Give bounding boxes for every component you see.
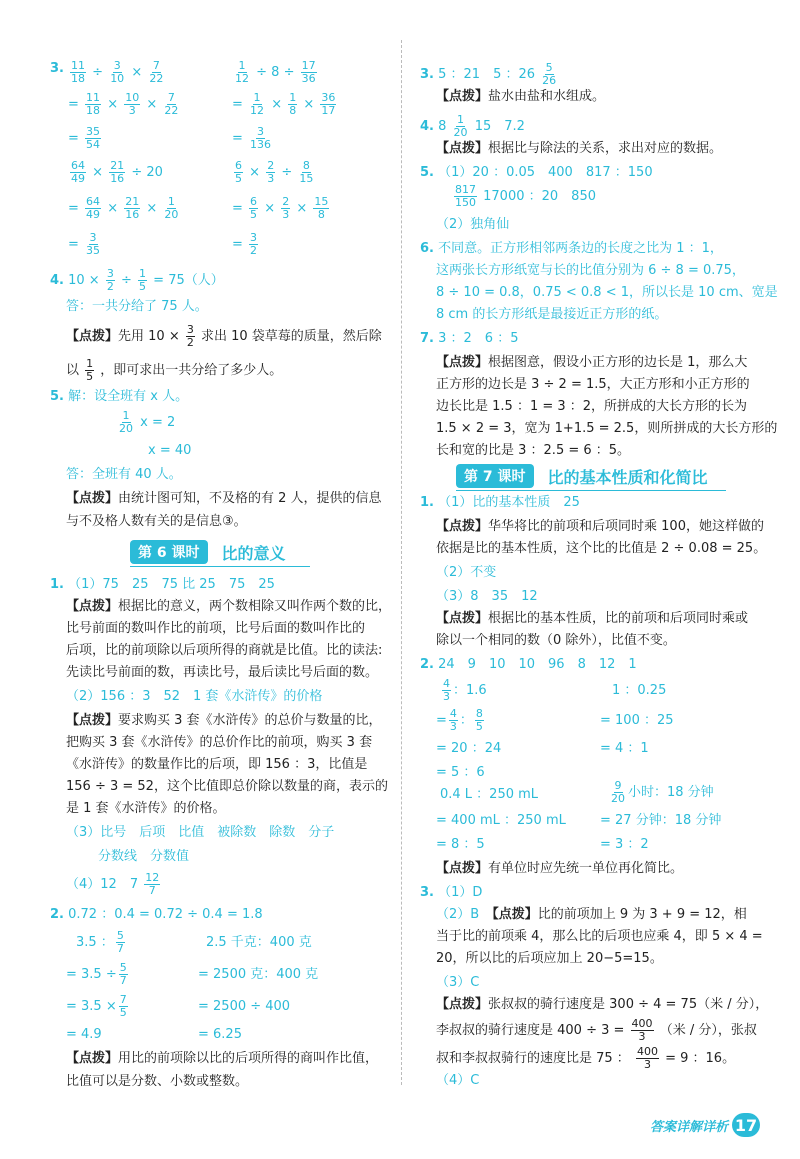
page-footer xyxy=(650,1113,760,1137)
lesson-7-banner: 第 7 课时 比的基本性质和化简比 xyxy=(456,464,726,488)
q3-b-row: = $\frac{3}{136}$ xyxy=(232,125,272,151)
r7-line: 7. 3 ：2 6 ：5 xyxy=(420,331,519,346)
k2-d2: = 27 分钟：18 分钟 xyxy=(600,813,722,828)
s1-tip-6: 把购买 3 套《水浒传》的总价作比的前项，购买 3 套 xyxy=(66,735,373,750)
s1-tip-1: 【点拨】根据比的意义，两个数相除又叫作两个数的比， xyxy=(66,599,392,614)
s2-a1: 3.5 ： $\frac{5}{7}$ xyxy=(76,929,124,955)
r5-line-3: （2）独角仙 xyxy=(436,217,510,232)
s1-part-1: 1. （1）75 25 75 比 25 75 25 xyxy=(50,577,275,592)
r7-tip-5: 长和宽的比是 3 ：2.5 = 6 ：5。 xyxy=(436,443,631,458)
k2-a4: = 5 ：6 xyxy=(436,765,485,780)
lesson-6-banner: 第 6 课时 比的意义 xyxy=(130,540,310,564)
q3-a-row: = $\frac{11}{18}$ × $\frac{10}{3}$ × $\frac{7}{22}$ xyxy=(68,91,179,117)
s1-part-4: （4）12 7 $\frac{12}{7}$ xyxy=(66,871,160,897)
s1-tip-2: 比号前面的数叫作比的前项，比号后面的数叫作比的 xyxy=(66,621,366,636)
r4-line: 4. 8 $\frac{1}{20}$ 15 7.2 xyxy=(420,113,525,139)
s1-part-3b: 分数线 分数值 xyxy=(98,849,190,864)
k3-line-4: （4）C xyxy=(436,1073,480,1088)
k2-a1: $\frac{4}{3}$ ：1.6 xyxy=(443,677,487,703)
s2-line-1: 2. 0.72 ：0.4 = 0.72 ÷ 0.4 = 1.8 xyxy=(50,907,263,922)
s2-b4: = 6.25 xyxy=(198,1027,242,1042)
r6-line-4: 8 cm 的长方形纸是最接近正方形的纸。 xyxy=(436,307,668,322)
q3-a-row: = $\frac{35}{54}$ xyxy=(68,125,101,151)
q4-tip-frac-2: $\frac{1}{5}$ xyxy=(86,357,94,383)
q4-tip-line-2: 以 $\frac{1}{5}$ ，即可求出一共分给了多少人。 xyxy=(66,357,283,383)
page-number: 17 xyxy=(732,1113,760,1137)
k3-tip-5: 李叔叔的骑行速度是 400 ÷ 3 = $\frac{400}{3}$ （米 / 分），张叔 xyxy=(436,1017,757,1043)
r6-line-3: 8 ÷ 10 = 0.8，0.75 < 0.8 < 1，所以长是 10 cm、宽是 xyxy=(436,285,778,300)
k1-tip-1: 【点拨】华华将比的前项和后项同时乘 100，她这样做的 xyxy=(436,519,764,534)
q3-b-row: = $\frac{1}{12}$ × $\frac{1}{8}$ × $\frac{36}{17}$ xyxy=(232,91,336,117)
k3-line-3: （3）C xyxy=(436,975,480,990)
r7-tip-2: 正方形的边长是 3 ÷ 2 = 1.5，大正方形和小正方形的 xyxy=(436,377,750,392)
s1-tip-5: 【点拨】要求购买 3 套《水浒传》的总价与数量的比， xyxy=(66,713,382,728)
s1-part-3a: （3）比号 后项 比值 被除数 除数 分子 xyxy=(66,825,335,840)
q3-a-row: $\frac{64}{49}$ × $\frac{21}{16}$ ÷ 20 xyxy=(71,159,163,185)
q4-expression: 4. 10 × $\frac{3}{2}$ ÷ $\frac{1}{5}$ = 75（人） xyxy=(50,267,224,293)
q5-answer: 答：全班有 40 人。 xyxy=(66,467,182,482)
k1-tip-3: 【点拨】根据比的基本性质，比的前项和后项同时乘或 xyxy=(436,611,749,626)
q5-equation: $\frac{1}{20}$ x = 2 xyxy=(119,409,176,435)
s1-tip-8: 156 ÷ 3 = 52，这个比值即总价除以数量的商，表示的 xyxy=(66,779,388,794)
k3-line-1: 3. （1）D xyxy=(420,885,483,900)
k2-c2: = 400 mL ：250 mL xyxy=(436,813,566,828)
q5-solution: x = 40 xyxy=(148,443,192,458)
k2-c3: = 8 ：5 xyxy=(436,837,485,852)
q4-answer: 答：一共分给了 75 人。 xyxy=(66,299,208,314)
k2-b2: = 100 ：25 xyxy=(600,713,674,728)
s2-b1: 2.5 千克：400 克 xyxy=(206,935,312,950)
q5-tip-2: 与不及格人数有关的是信息③。 xyxy=(66,514,247,529)
q3-number: 3. xyxy=(50,61,64,76)
q5-line-1: 5. 解：设全班有 x 人。 xyxy=(50,389,189,404)
r7-tip-3: 边长比是 1.5 ：1 = 3 ：2，所拼成的大长方形的长为 xyxy=(436,399,748,414)
s1-tip-4: 先读比号前面的数，再读比号，最后读比号后面的数。 xyxy=(66,665,379,680)
q4-frac-1: $\frac{3}{2}$ xyxy=(106,267,114,293)
q3-b-row: $\frac{6}{5}$ × $\frac{2}{3}$ ÷ $\frac{8}{15}$ xyxy=(235,159,314,185)
k1-line-2: （2）不变 xyxy=(436,565,497,580)
r6-line-1: 6. 不同意。正方形相邻两条边的长度之比为 1 ：1， xyxy=(420,241,723,256)
k2-b1: 1 ：0.25 xyxy=(612,683,667,698)
k3-line-2: （2）B 【点拨】比的前项加上 9 为 3 + 9 = 12，相 xyxy=(436,907,747,922)
q3-a-row: $\frac{11}{18}$ ÷ $\frac{3}{10}$ × $\frac{7}{22}$ xyxy=(71,59,164,85)
r3-tip: 【点拨】盐水由盐和水组成。 xyxy=(436,89,606,104)
s2-tip-2: 比值可以是分数、小数或整数。 xyxy=(66,1074,249,1089)
s2-a2: = 3.5 ÷ $\frac{5}{7}$ xyxy=(66,961,127,987)
s1-tip-7: 《水浒传》的数量作比的后项，即 156 ：3，比值是 xyxy=(66,757,368,772)
k2-d1: $\frac{9}{20}$ 小时：18 分钟 xyxy=(611,779,714,805)
q4-tip-frac: $\frac{3}{2}$ xyxy=(186,323,194,349)
s2-a3: = 3.5 × $\frac{7}{5}$ xyxy=(66,993,127,1019)
k2-a2: = $\frac{4}{3}$ ： $\frac{8}{5}$ xyxy=(436,707,483,733)
s2-a4: = 4.9 xyxy=(66,1027,102,1042)
k2-c1: 0.4 L ：250 mL xyxy=(440,787,539,802)
k2-b3: = 4 ：1 xyxy=(600,741,649,756)
r7-tip-4: 1.5 × 2 = 3，宽为 1+1.5 = 2.5，则所拼成的大长方形的 xyxy=(436,421,778,436)
k2-a3: = 20 ：24 xyxy=(436,741,502,756)
k1-line-3: （3）8 35 12 xyxy=(436,589,538,604)
q3-a-row: = $\frac{3}{35}$ xyxy=(68,231,101,257)
s1-part-2: （2）156 ：3 52 1 套《水浒传》的价格 xyxy=(66,689,323,704)
q3-b-row: $\frac{1}{12}$ ÷ 8 ÷ $\frac{17}{36}$ xyxy=(235,59,316,85)
q4-tip-line-1: 【点拨】先用 10 × $\frac{3}{2}$ 求出 10 袋草莓的质量，然后除 xyxy=(66,323,382,349)
q3-b-row: = $\frac{3}{2}$ xyxy=(232,231,258,257)
r5-line-2: $\frac{817}{150}$ 17000 ：20 850 xyxy=(455,183,596,209)
q3-b-row: = $\frac{6}{5}$ × $\frac{2}{3}$ × $\frac{15}{8}$ xyxy=(232,195,329,221)
k1-tip-2: 依据是比的基本性质，这个比的比值是 2 ÷ 0.08 = 25。 xyxy=(436,541,767,556)
s1-tip-3: 后项，比的前项除以后项所得的商就是比值。比的读法: xyxy=(66,643,383,658)
s2-tip-1: 【点拨】用比的前项除以比的后项所得的商叫作比值， xyxy=(66,1051,379,1066)
k3-tip-2: 当于比的前项乘 4，那么比的后项也应乘 4，即 5 × 4 = xyxy=(436,929,763,944)
r5-line-1: 5. （1）20 ：0.05 400 817 ：150 xyxy=(420,165,653,180)
r3-line: 3. 5 ：21 5 ：26 $\frac{5}{26}$ xyxy=(420,61,557,87)
s2-b2: = 2500 克：400 克 xyxy=(198,967,319,982)
q5-tip-1: 【点拨】由统计图可知，不及格的有 2 人，提供的信息 xyxy=(66,491,382,506)
k2-line-1: 2. 24 9 10 10 96 8 12 1 xyxy=(420,657,637,672)
r7-tip-1: 【点拨】根据图意，假设小正方形的边长是 1，那么大 xyxy=(436,355,748,370)
s1-part-4-frac: $\frac{12}{7}$ xyxy=(145,871,160,897)
k1-line-1: 1. （1）比的基本性质 25 xyxy=(420,495,580,510)
q4-frac-2: $\frac{1}{5}$ xyxy=(139,267,147,293)
s1-tip-9: 是 1 套《水浒传》的价格。 xyxy=(66,801,226,816)
column-divider xyxy=(401,40,402,1085)
k1-tip-4: 除以一个相同的数（0 除外），比值不变。 xyxy=(436,633,676,648)
s2-b3: = 2500 ÷ 400 xyxy=(198,999,291,1014)
k2-tip: 【点拨】有单位时应先统一单位再化简比。 xyxy=(436,861,684,876)
q5-frac: $\frac{1}{20}$ xyxy=(119,409,133,435)
k3-tip-4: 【点拨】张叔叔的骑行速度是 300 ÷ 4 = 75（米 / 分）， xyxy=(436,997,769,1012)
footer-label: 答案详解详析 xyxy=(649,1119,728,1135)
q3-a-row: = $\frac{64}{49}$ × $\frac{21}{16}$ × $\frac{1}{20}$ xyxy=(68,195,179,221)
r4-tip: 【点拨】根据比与除法的关系，求出对应的数据。 xyxy=(436,141,723,156)
r6-line-2: 这两张长方形纸宽与长的比值分别为 6 ÷ 8 = 0.75， xyxy=(436,263,745,278)
k3-tip-3: 20，所以比的后项应加上 20−5=15。 xyxy=(436,951,663,966)
k2-d3: = 3 ：2 xyxy=(600,837,649,852)
k3-tip-6: 叔和李叔叔骑行的速度比是 75 ： $\frac{400}{3}$ = 9 ：16。 xyxy=(436,1045,736,1071)
